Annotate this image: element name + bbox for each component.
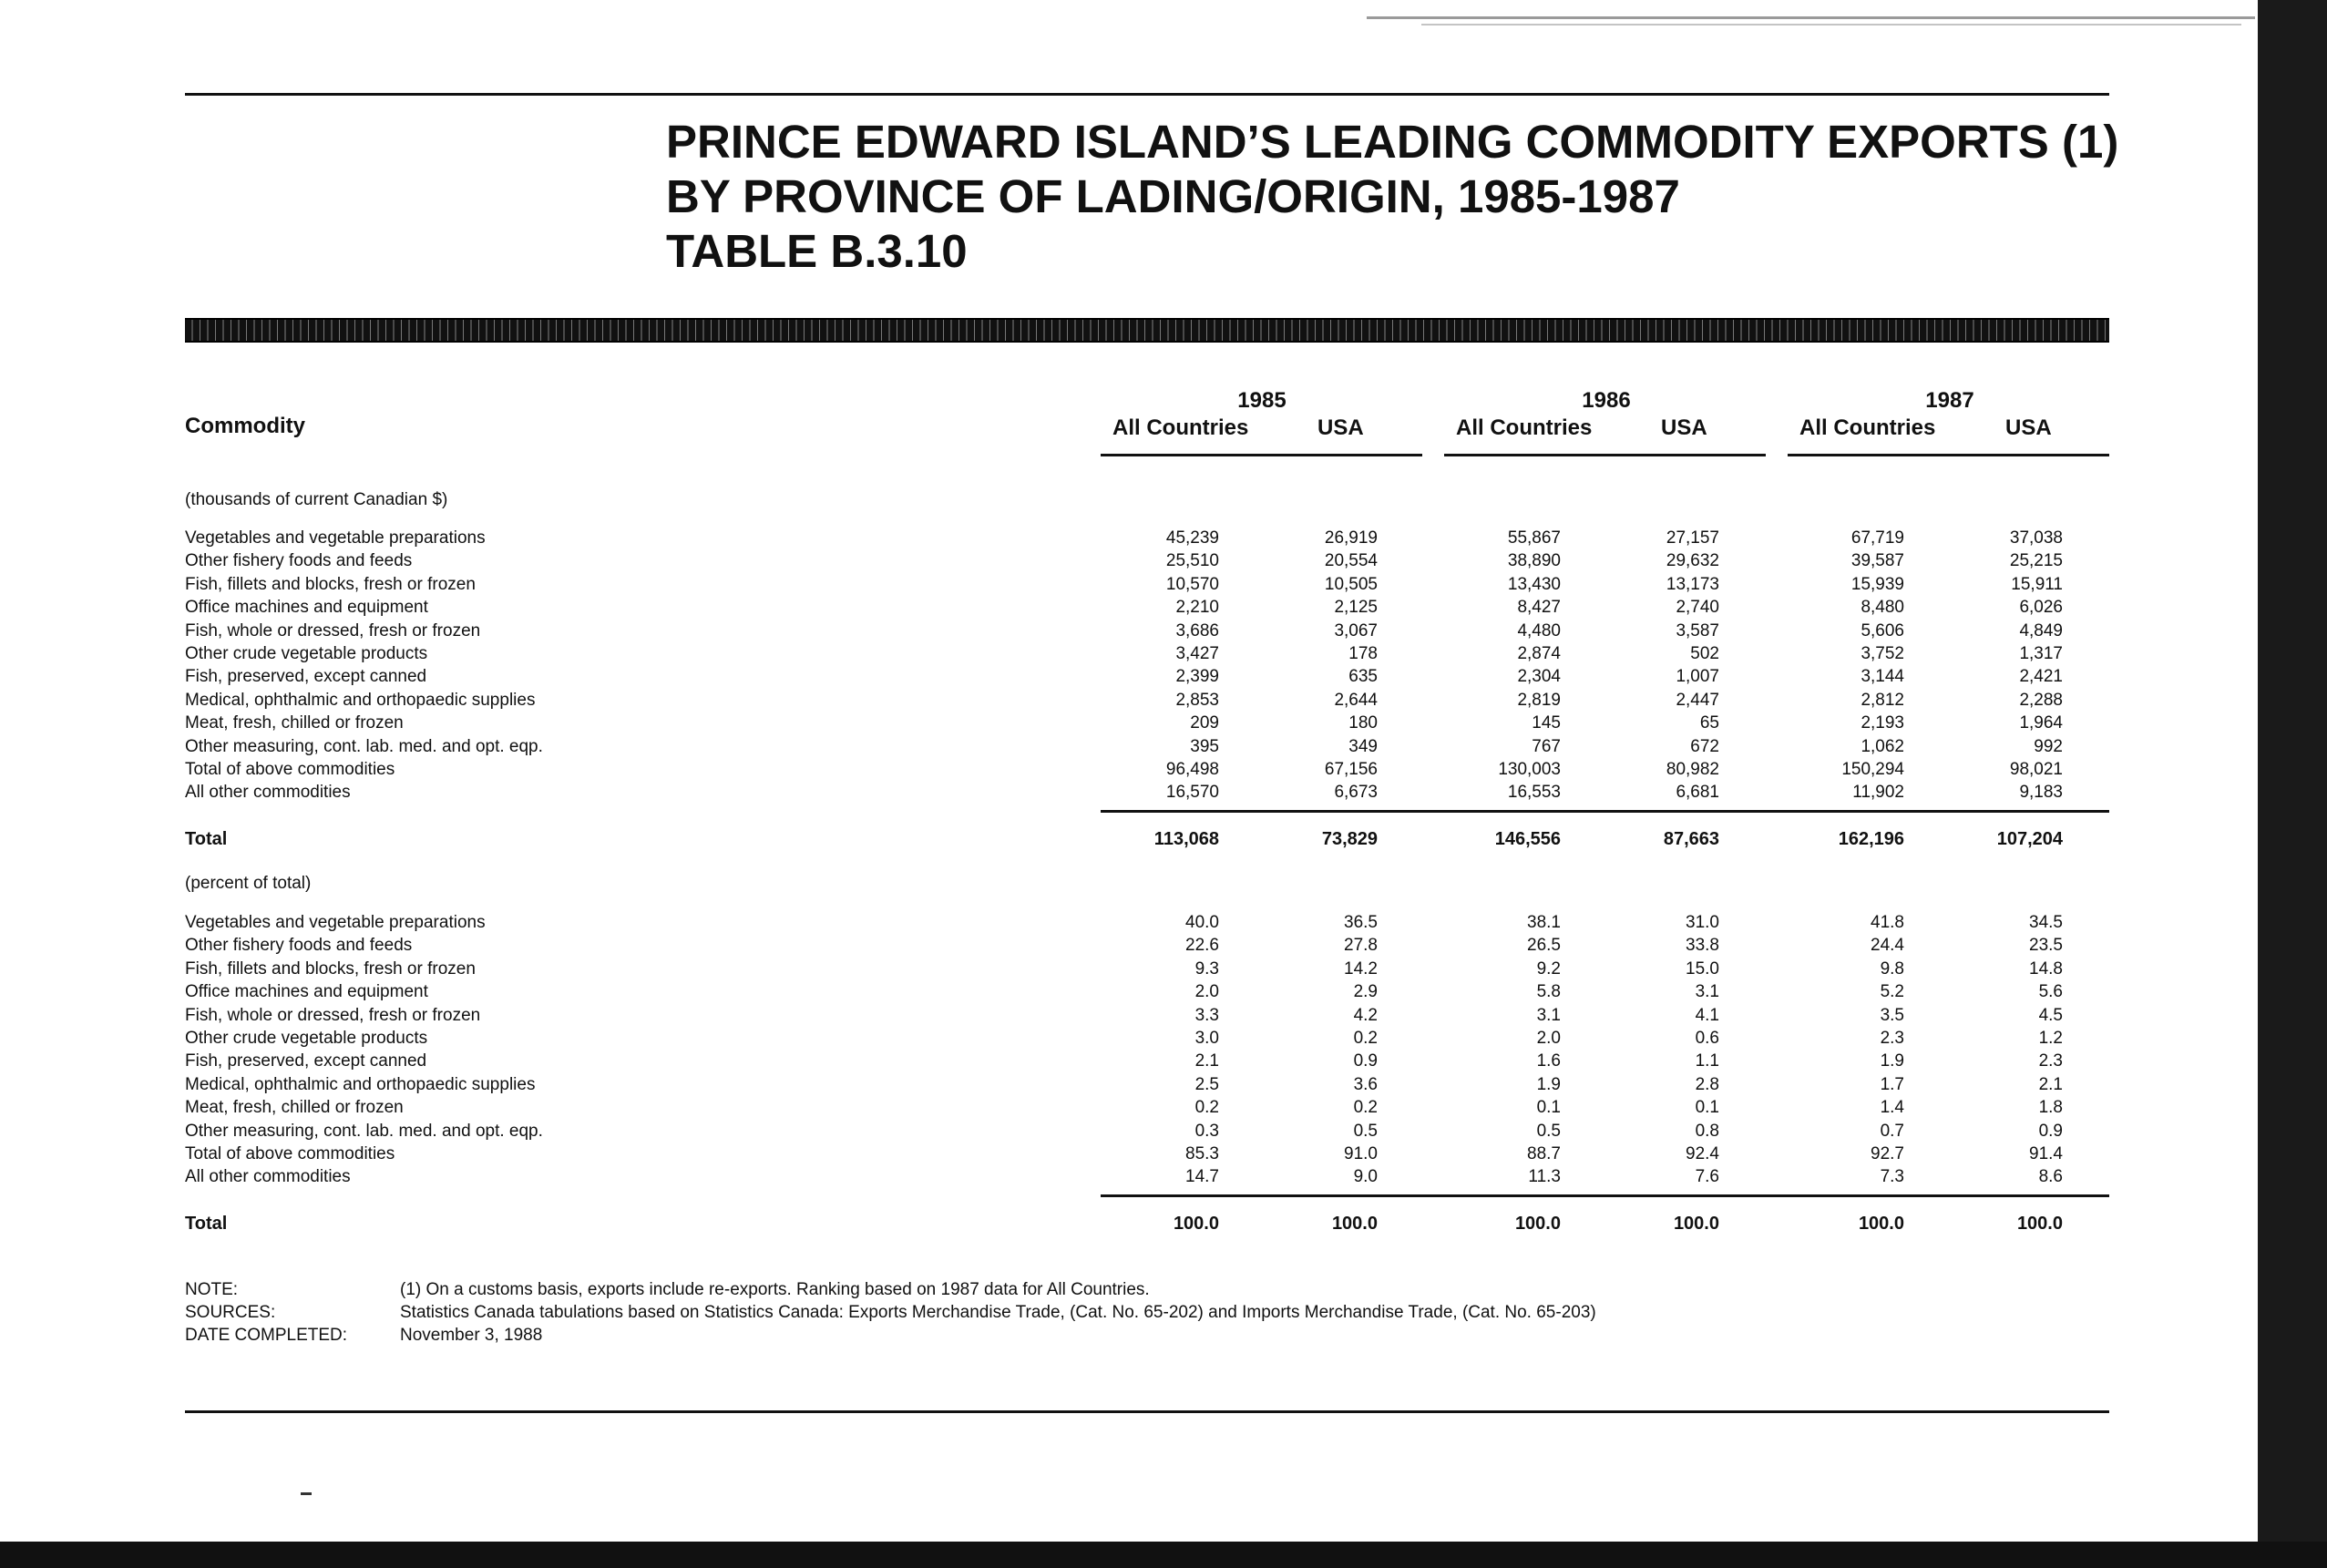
cell-value: 13,430 — [1507, 574, 1561, 594]
cell-value: 20,554 — [1324, 551, 1378, 571]
cell-value: 15.0 — [1686, 958, 1719, 979]
total-row — [0, 829, 2327, 852]
cell-value: 2,399 — [1175, 667, 1219, 687]
row-label: Office machines and equipment — [185, 982, 428, 1002]
cell-value: 2,874 — [1517, 644, 1561, 663]
total-rule-thousands — [1101, 810, 2109, 813]
cell-value: 26,919 — [1324, 528, 1378, 548]
total-value: 87,663 — [1663, 829, 1719, 849]
cell-value: 2,853 — [1175, 690, 1219, 710]
cell-value: 130,003 — [1498, 760, 1561, 779]
total-label: Total — [185, 1214, 228, 1234]
cell-value: 6,673 — [1334, 783, 1378, 803]
cell-value: 38.1 — [1527, 913, 1561, 932]
cell-value: 1,317 — [2019, 644, 2063, 663]
cell-value: 41.8 — [1871, 913, 1904, 932]
cell-value: 96,498 — [1165, 760, 1219, 779]
cell-value: 0.1 — [1695, 1098, 1719, 1118]
table-row — [0, 1144, 2327, 1167]
row-label: Other crude vegetable products — [185, 1029, 428, 1048]
table-row — [0, 1122, 2327, 1144]
row-label: Other fishery foods and feeds — [185, 551, 413, 571]
table-row — [0, 1029, 2327, 1051]
cell-value: 1,964 — [2019, 713, 2063, 733]
total-value: 100.0 — [1514, 1214, 1561, 1234]
cell-value: 0.7 — [1880, 1121, 1904, 1141]
table-row — [0, 1006, 2327, 1029]
cell-value: 85.3 — [1185, 1144, 1219, 1163]
row-label: Meat, fresh, chilled or frozen — [185, 713, 404, 733]
cell-value: 80,982 — [1666, 760, 1719, 779]
title-line-3: TABLE B.3.10 — [666, 225, 968, 277]
row-label: Other fishery foods and feeds — [185, 936, 413, 956]
table-row — [0, 913, 2327, 936]
cell-value: 5,606 — [1861, 620, 1904, 641]
cell-value: 2,193 — [1861, 713, 1904, 733]
cell-value: 2,812 — [1861, 690, 1904, 710]
cell-value: 25,510 — [1165, 551, 1219, 571]
row-label: Fish, preserved, except canned — [185, 667, 427, 687]
cell-value: 5.2 — [1880, 982, 1904, 1002]
scan-artifact-top-2 — [1421, 24, 2241, 26]
table-row — [0, 528, 2327, 551]
title-line-1: PRINCE EDWARD ISLAND’S LEADING COMMODITY EXPORTS (1) — [666, 116, 2119, 168]
row-label: All other commodities — [185, 783, 351, 803]
cell-value: 8,427 — [1517, 598, 1561, 618]
cell-value: 0.2 — [1353, 1098, 1378, 1118]
subheader-all-countries-1985: All Countries — [1112, 415, 1249, 440]
cell-value: 91.0 — [1344, 1144, 1378, 1163]
table-row — [0, 575, 2327, 598]
row-label: Fish, preserved, except canned — [185, 1051, 427, 1071]
table-row — [0, 1075, 2327, 1098]
table-row — [0, 621, 2327, 644]
unit-label-thousands: (thousands of current Canadian $) — [185, 490, 448, 509]
table-row — [0, 982, 2327, 1005]
total-value: 100.0 — [1858, 1214, 1904, 1234]
cell-value: 502 — [1690, 644, 1719, 663]
row-label: Vegetables and vegetable preparations — [185, 913, 486, 932]
row-label: Total of above commodities — [185, 760, 395, 779]
cell-value: 3,144 — [1861, 667, 1904, 687]
cell-value: 0.8 — [1695, 1121, 1719, 1141]
table-row — [0, 598, 2327, 620]
cell-value: 67,156 — [1324, 760, 1378, 779]
cell-value: 9.8 — [1880, 958, 1904, 979]
note-text: (1) On a customs basis, exports include re-exports. Ranking based on 1987 data for All Countries. — [400, 1280, 1150, 1299]
cell-value: 8,480 — [1861, 598, 1904, 618]
table-row — [0, 1051, 2327, 1074]
cell-value: 0.1 — [1536, 1098, 1561, 1118]
commodity-column-header: Commodity — [185, 414, 305, 438]
cell-value: 992 — [2034, 736, 2063, 756]
cell-value: 3.3 — [1194, 1005, 1219, 1025]
cell-value: 3,427 — [1175, 644, 1219, 663]
cell-value: 3.0 — [1194, 1029, 1219, 1048]
total-value: 146,556 — [1494, 829, 1561, 849]
cell-value: 767 — [1532, 736, 1561, 756]
date-completed-label: DATE COMPLETED: — [185, 1326, 348, 1345]
row-label: Medical, ophthalmic and orthopaedic supplies — [185, 1074, 536, 1094]
cell-value: 9.2 — [1536, 958, 1561, 979]
cell-value: 4.1 — [1695, 1005, 1719, 1025]
cell-value: 65 — [1699, 713, 1719, 733]
cell-value: 180 — [1348, 713, 1378, 733]
cell-value: 27.8 — [1344, 936, 1378, 956]
cell-value: 0.3 — [1194, 1121, 1219, 1141]
cell-value: 2,125 — [1334, 598, 1378, 618]
row-label: Medical, ophthalmic and orthopaedic supplies — [185, 690, 536, 710]
row-label: Fish, whole or dressed, fresh or frozen — [185, 1005, 481, 1025]
row-label: Fish, fillets and blocks, fresh or frozen — [185, 574, 476, 594]
cell-value: 11,902 — [1852, 783, 1904, 803]
cell-value: 91.4 — [2029, 1144, 2063, 1163]
cell-value: 3,686 — [1175, 620, 1219, 641]
cell-value: 2,304 — [1517, 667, 1561, 687]
cell-value: 2.8 — [1695, 1074, 1719, 1094]
row-label: Meat, fresh, chilled or frozen — [185, 1098, 404, 1118]
title-line-2: BY PROVINCE OF LADING/ORIGIN, 1985-1987 — [666, 170, 1680, 222]
cell-value: 2.1 — [2038, 1074, 2063, 1094]
cell-value: 1.1 — [1695, 1051, 1719, 1071]
sources-label: SOURCES: — [185, 1303, 276, 1322]
total-value: 100.0 — [2016, 1214, 2063, 1234]
year-header-1987: 1987 — [1925, 388, 1974, 413]
cell-value: 37,038 — [2009, 528, 2063, 548]
cell-value: 5.6 — [2038, 982, 2063, 1002]
cell-value: 11.3 — [1528, 1167, 1561, 1187]
cell-value: 2,447 — [1676, 690, 1719, 710]
cell-value: 1.2 — [2038, 1029, 2063, 1048]
cell-value: 16,570 — [1165, 783, 1219, 803]
cell-value: 88.7 — [1527, 1144, 1561, 1163]
cell-value: 2,421 — [2019, 667, 2063, 687]
table-row — [0, 691, 2327, 713]
total-value: 113,068 — [1153, 829, 1219, 849]
cell-value: 0.9 — [2038, 1121, 2063, 1141]
bottom-rule — [185, 1410, 2109, 1413]
total-value: 100.0 — [1173, 1214, 1219, 1234]
cell-value: 4.5 — [2038, 1005, 2063, 1025]
total-value: 73,829 — [1321, 829, 1378, 849]
cell-value: 92.7 — [1871, 1144, 1904, 1163]
cell-value: 0.2 — [1194, 1098, 1219, 1118]
cell-value: 1.9 — [1880, 1051, 1904, 1071]
total-value: 162,196 — [1838, 829, 1904, 849]
cell-value: 3.1 — [1695, 982, 1719, 1002]
cell-value: 16,553 — [1507, 783, 1561, 803]
cell-value: 29,632 — [1666, 551, 1719, 571]
cell-value: 1.6 — [1536, 1051, 1561, 1071]
cell-value: 2,288 — [2019, 690, 2063, 710]
row-label: Fish, fillets and blocks, fresh or frozen — [185, 958, 476, 979]
sources-text: Statistics Canada tabulations based on Statistics Canada: Exports Merchandise Trade, (Cat. No. 65-202) and Imports Merchandise Trade, (Cat. No. 65-203) — [400, 1303, 1596, 1322]
cell-value: 4.2 — [1353, 1005, 1378, 1025]
note-label: NOTE: — [185, 1280, 239, 1299]
column-group-rule-1987 — [1788, 454, 2109, 456]
subheader-usa-1987: USA — [2005, 415, 2052, 440]
cell-value: 10,505 — [1324, 574, 1378, 594]
subheader-all-countries-1986: All Countries — [1456, 415, 1593, 440]
cell-value: 26.5 — [1527, 936, 1561, 956]
cell-value: 3,752 — [1861, 644, 1904, 663]
cell-value: 1,062 — [1861, 736, 1904, 756]
table-row — [0, 783, 2327, 805]
cell-value: 0.9 — [1353, 1051, 1378, 1071]
subheader-usa-1986: USA — [1661, 415, 1707, 440]
row-label: All other commodities — [185, 1167, 351, 1187]
cell-value: 2.0 — [1194, 982, 1219, 1002]
cell-value: 2.1 — [1194, 1051, 1219, 1071]
top-rule — [185, 93, 2109, 96]
column-group-rule-1986 — [1444, 454, 1766, 456]
cell-value: 2,819 — [1517, 690, 1561, 710]
date-completed-text: November 3, 1988 — [400, 1326, 543, 1345]
scan-mark — [301, 1492, 312, 1495]
unit-label-percent: (percent of total) — [185, 874, 312, 893]
scan-border-bottom — [0, 1542, 2327, 1568]
cell-value: 55,867 — [1507, 528, 1561, 548]
cell-value: 4,849 — [2019, 620, 2063, 641]
row-label: Other measuring, cont. lab. med. and opt. eqp. — [185, 1121, 543, 1141]
cell-value: 2.3 — [1880, 1029, 1904, 1048]
cell-value: 8.6 — [2038, 1167, 2063, 1187]
table-row — [0, 713, 2327, 736]
cell-value: 3.5 — [1880, 1005, 1904, 1025]
cell-value: 7.3 — [1880, 1167, 1904, 1187]
cell-value: 40.0 — [1185, 913, 1219, 932]
cell-value: 39,587 — [1850, 551, 1904, 571]
cell-value: 395 — [1190, 736, 1219, 756]
cell-value: 92.4 — [1686, 1144, 1719, 1163]
table-row — [0, 1098, 2327, 1121]
cell-value: 25,215 — [2009, 551, 2063, 571]
header-band — [185, 318, 2109, 343]
cell-value: 1.8 — [2038, 1098, 2063, 1118]
total-value: 100.0 — [1673, 1214, 1719, 1234]
cell-value: 1,007 — [1676, 667, 1719, 687]
cell-value: 15,911 — [2011, 574, 2063, 594]
cell-value: 1.9 — [1536, 1074, 1561, 1094]
row-label: Other crude vegetable products — [185, 644, 428, 663]
cell-value: 0.5 — [1536, 1121, 1561, 1141]
total-value: 100.0 — [1331, 1214, 1378, 1234]
cell-value: 38,890 — [1507, 551, 1561, 571]
cell-value: 9.0 — [1353, 1167, 1378, 1187]
cell-value: 36.5 — [1344, 913, 1378, 932]
cell-value: 3.6 — [1353, 1074, 1378, 1094]
cell-value: 2,644 — [1334, 690, 1378, 710]
cell-value: 13,173 — [1666, 574, 1719, 594]
row-label: Office machines and equipment — [185, 598, 428, 618]
cell-value: 178 — [1348, 644, 1378, 663]
cell-value: 150,294 — [1841, 760, 1904, 779]
cell-value: 0.6 — [1695, 1029, 1719, 1048]
row-label: Total of above commodities — [185, 1144, 395, 1163]
cell-value: 45,239 — [1165, 528, 1219, 548]
cell-value: 67,719 — [1850, 528, 1904, 548]
cell-value: 1.7 — [1880, 1074, 1904, 1094]
row-label: Other measuring, cont. lab. med. and opt. eqp. — [185, 736, 543, 756]
table-row — [0, 959, 2327, 982]
cell-value: 9,183 — [2019, 783, 2063, 803]
cell-value: 34.5 — [2029, 913, 2063, 932]
cell-value: 14.7 — [1185, 1167, 1219, 1187]
table-row — [0, 936, 2327, 958]
cell-value: 0.5 — [1353, 1121, 1378, 1141]
cell-value: 3.1 — [1536, 1005, 1561, 1025]
cell-value: 2,740 — [1676, 598, 1719, 618]
cell-value: 27,157 — [1666, 528, 1719, 548]
cell-value: 0.2 — [1353, 1029, 1378, 1048]
cell-value: 10,570 — [1165, 574, 1219, 594]
table-row — [0, 1167, 2327, 1190]
cell-value: 24.4 — [1871, 936, 1904, 956]
table-row — [0, 667, 2327, 690]
year-header-1985: 1985 — [1237, 388, 1287, 413]
subheader-all-countries-1987: All Countries — [1799, 415, 1936, 440]
cell-value: 4,480 — [1517, 620, 1561, 641]
total-value: 107,204 — [1996, 829, 2063, 849]
table-row — [0, 644, 2327, 667]
cell-value: 98,021 — [2009, 760, 2063, 779]
cell-value: 635 — [1348, 667, 1378, 687]
scan-artifact-top — [1367, 16, 2255, 19]
column-group-rule-1985 — [1101, 454, 1422, 456]
cell-value: 2,210 — [1175, 598, 1219, 618]
cell-value: 5.8 — [1536, 982, 1561, 1002]
cell-value: 2.9 — [1353, 982, 1378, 1002]
cell-value: 14.2 — [1344, 958, 1378, 979]
cell-value: 31.0 — [1686, 913, 1719, 932]
row-label: Fish, whole or dressed, fresh or frozen — [185, 620, 481, 641]
cell-value: 3,067 — [1334, 620, 1378, 641]
total-label: Total — [185, 829, 228, 849]
cell-value: 209 — [1190, 713, 1219, 733]
cell-value: 6,681 — [1676, 783, 1719, 803]
cell-value: 23.5 — [2029, 936, 2063, 956]
cell-value: 349 — [1348, 736, 1378, 756]
row-label: Vegetables and vegetable preparations — [185, 528, 486, 548]
cell-value: 1.4 — [1880, 1098, 1904, 1118]
cell-value: 3,587 — [1676, 620, 1719, 641]
page-title — [666, 115, 2118, 279]
subheader-usa-1985: USA — [1317, 415, 1364, 440]
cell-value: 145 — [1532, 713, 1561, 733]
cell-value: 6,026 — [2019, 598, 2063, 618]
table-row — [0, 551, 2327, 574]
table-row — [0, 760, 2327, 783]
total-row — [0, 1214, 2327, 1236]
cell-value: 14.8 — [2029, 958, 2063, 979]
cell-value: 7.6 — [1695, 1167, 1719, 1187]
cell-value: 9.3 — [1194, 958, 1219, 979]
cell-value: 2.3 — [2038, 1051, 2063, 1071]
cell-value: 33.8 — [1686, 936, 1719, 956]
cell-value: 15,939 — [1850, 574, 1904, 594]
year-header-1986: 1986 — [1582, 388, 1631, 413]
cell-value: 22.6 — [1185, 936, 1219, 956]
total-rule-percent — [1101, 1194, 2109, 1197]
cell-value: 2.5 — [1194, 1074, 1219, 1094]
cell-value: 2.0 — [1536, 1029, 1561, 1048]
cell-value: 672 — [1690, 736, 1719, 756]
table-row — [0, 737, 2327, 760]
